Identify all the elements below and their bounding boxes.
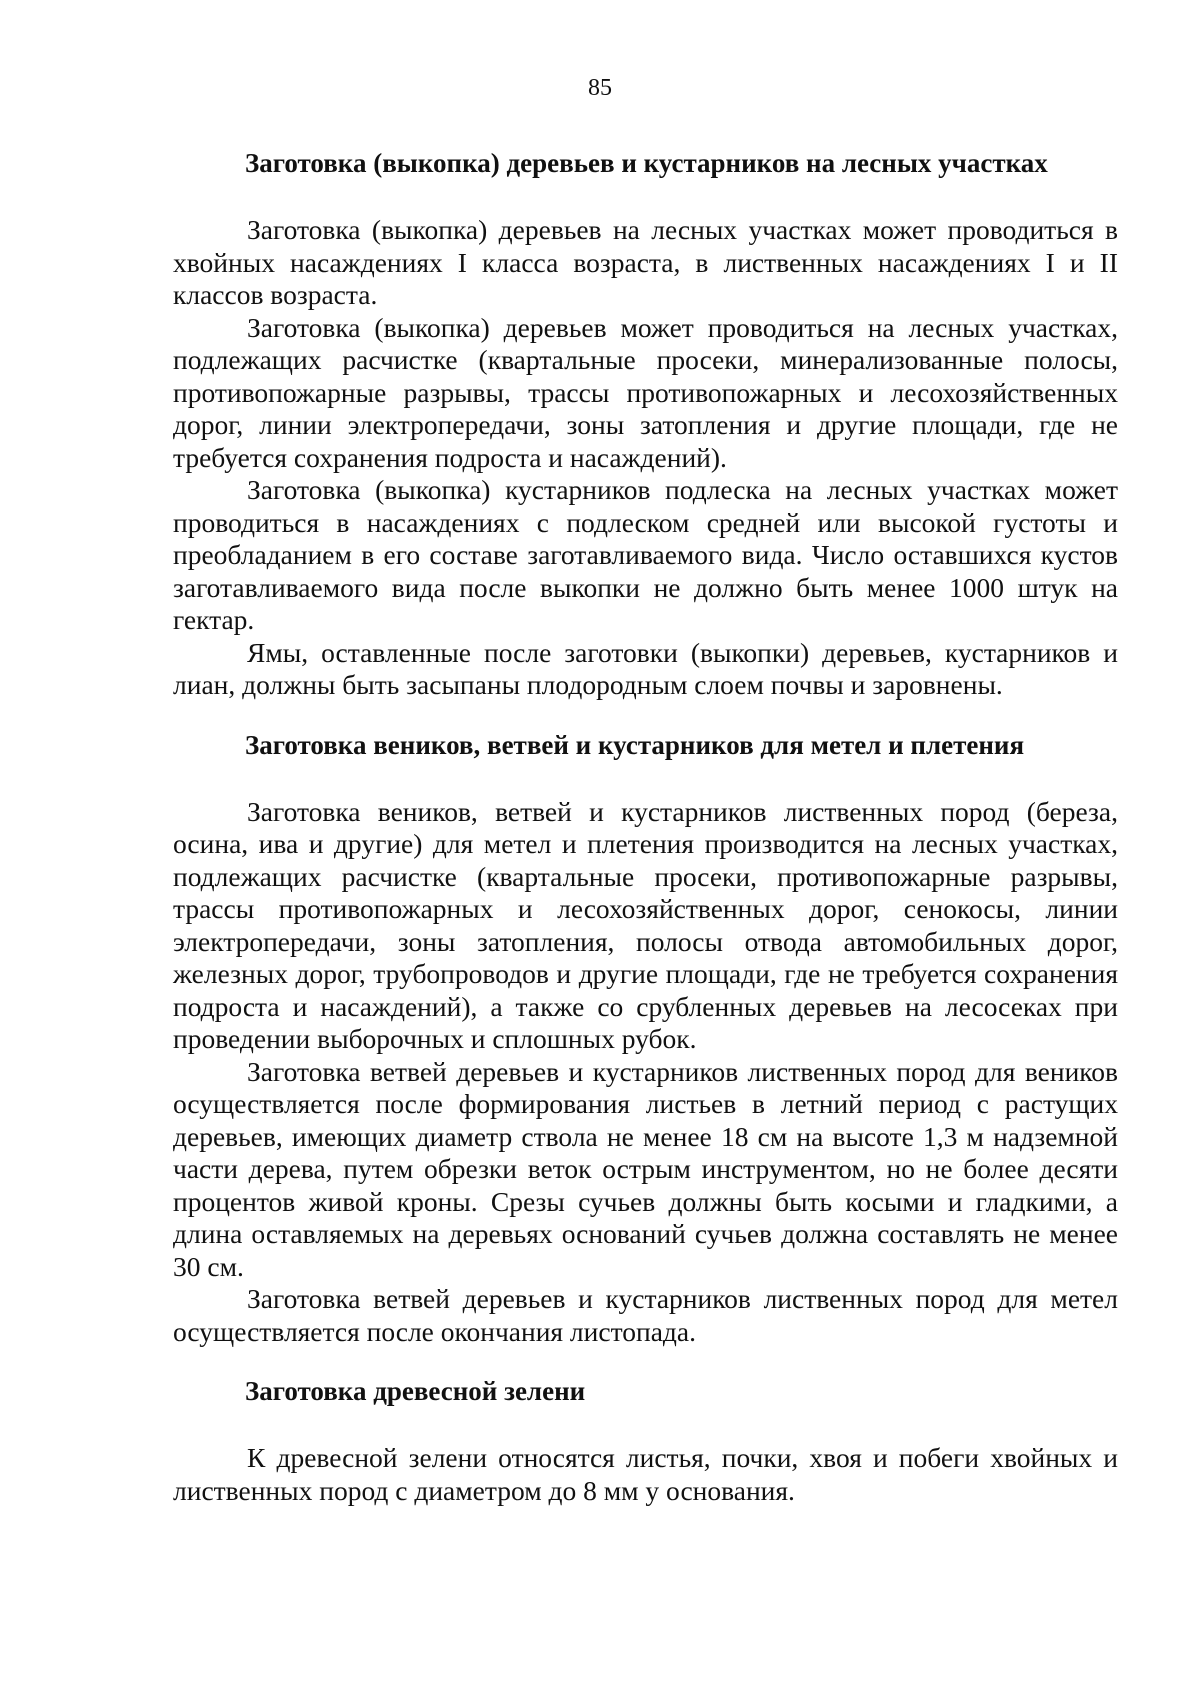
- paragraph: Заготовка (выкопка) деревьев на лесных участках может проводиться в хвойных насаждениях I класса возраста, в лиственных насаждениях I и II классов возраста.: [173, 214, 1118, 310]
- spacer: [173, 1408, 1118, 1442]
- paragraph: Заготовка ветвей деревьев и кустарников лиственных пород для веников осуществляется после формирования листьев в летний период с растущих деревьев, имеющих диаметр ствола не менее 18 см на высоте 1,3 м надземной части дерева, путем обрезки веток острым инструментом, но не более десяти процентов живой кроны. Срезы сучьев должны быть косыми и гладкими, а длина оставляемых на деревьях оснований сучьев должна составлять не менее 30 см.: [173, 1055, 1118, 1282]
- paragraph: Заготовка (выкопка) кустарников подлеска на лесных участках может проводиться в насаждениях с подлеском средней или высокой густоты и преобладанием в его составе заготавливаемого вида. Число оставшихся кустов заготавливаемого вида после выкопки не должно быть менее 1000 штук на гектар.: [173, 474, 1118, 635]
- spacer: [173, 702, 1118, 728]
- spacer: [173, 1348, 1118, 1374]
- page-content: [173, 146, 1118, 1507]
- section-heading-tree-greenery: Заготовка древесной зелени: [245, 1376, 586, 1406]
- spacer: [173, 180, 1118, 214]
- paragraph: Заготовка (выкопка) деревьев может проводиться на лесных участках, подлежащих расчистке (квартальные просеки, минерализованные полосы, противопожарные разрывы, трассы противопожарных и лесохозяйственных дорог, линии электропередачи, зоны затопления и другие площади, где не требуется сохранения подроста и насаждений).: [173, 311, 1118, 473]
- page-number: 85: [588, 75, 612, 101]
- spacer: [173, 762, 1118, 796]
- section-heading-brooms-weaving: Заготовка веников, ветвей и кустарников для метел и плетения: [245, 729, 1025, 760]
- paragraph: Заготовка ветвей деревьев и кустарников лиственных пород для метел осуществляется после окончания листопада.: [173, 1283, 1118, 1347]
- paragraph: Ямы, оставленные после заготовки (выкопки) деревьев, кустарников и лиан, должны быть засыпаны плодородным слоем почвы и заровнены.: [173, 636, 1118, 700]
- paragraph: К древесной зелени относятся листья, почки, хвоя и побеги хвойных и лиственных пород с диаметром до 8 мм у основания.: [173, 1442, 1118, 1506]
- paragraph: Заготовка веников, ветвей и кустарников лиственных пород (береза, осина, ива и другие) для метел и плетения производится на лесных участках, подлежащих расчистке (квартальные просеки, противопожарные разрывы, трассы противопожарных и лесохозяйственных дорог, сенокосы, линии электропередачи, зоны затопления, полосы отвода автомобильных дорог, железных дорог, трубопроводов и другие площади, где не требуется сохранения подроста и насаждений), а также со срубленных деревьев на лесосеках при проведении выборочных и сплошных рубок.: [173, 795, 1118, 1054]
- section-heading-tree-digging: Заготовка (выкопка) деревьев и кустарников на лесных участках: [245, 148, 1048, 178]
